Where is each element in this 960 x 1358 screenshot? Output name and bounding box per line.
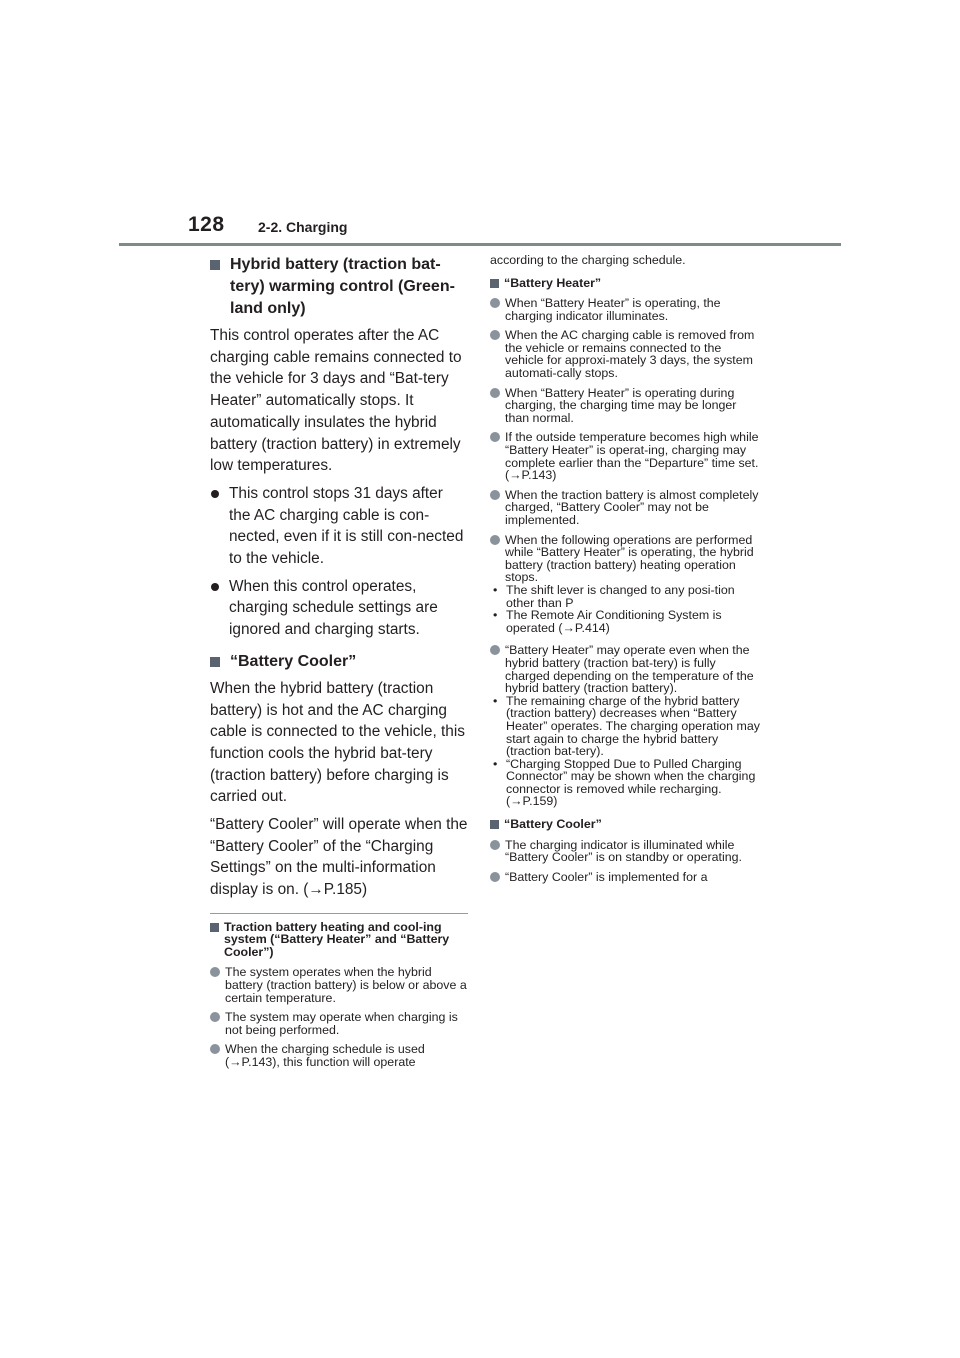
body-paragraph: “Battery Cooler” will operate when the “Battery Cooler” of the “Charging Settings” on the multi-information display is on. (→P.185) xyxy=(210,816,468,899)
circle-bullet-icon xyxy=(490,872,500,882)
note-item-text: When the AC charging cable is removed from the vehicle or remains connected to the vehicle for approxi-mately 3 days, the system automati-cally stops. xyxy=(505,328,755,381)
dot-marker: • xyxy=(493,608,498,623)
note-list-item xyxy=(210,1011,468,1036)
note-list-item xyxy=(490,534,760,584)
note-list-item xyxy=(490,431,760,481)
circle-bullet-icon xyxy=(490,535,500,545)
dot-marker: • xyxy=(493,693,498,708)
bullet-dot-icon xyxy=(211,583,219,591)
sub-item-text: The Remote Air Conditioning System is operated (→P.414) xyxy=(506,608,722,635)
note-list-item xyxy=(490,839,760,864)
sub-list-item xyxy=(490,695,760,758)
circle-bullet-icon xyxy=(490,388,500,398)
note-list-item xyxy=(490,297,760,322)
bullet-dot-icon xyxy=(211,490,219,498)
list-item-text: When this control operates, charging schedule settings are ignored and charging starts. xyxy=(229,577,438,639)
body-paragraph: When the hybrid battery (traction battery) is hot and the AC charging cable is connected to the vehicle, this function cools the hybrid bat-tery (traction battery) before charging is carried out. xyxy=(210,679,465,806)
dot-marker: • xyxy=(493,582,498,597)
note-item-text: If the outside temperature becomes high while “Battery Heater” is operat-ing, charging may complete earlier than the “Departure” time set. (→P.143) xyxy=(505,430,759,483)
header-divider xyxy=(119,243,841,246)
square-marker-icon xyxy=(210,657,220,667)
circle-bullet-icon xyxy=(210,1044,220,1054)
note-list-item xyxy=(490,871,760,884)
circle-bullet-icon xyxy=(490,490,500,500)
list-item xyxy=(210,483,468,570)
note-heading-text: “Battery Cooler” xyxy=(504,817,602,832)
right-column xyxy=(490,254,760,890)
note-list-item xyxy=(210,966,468,1004)
note-heading-battery-heater xyxy=(490,277,760,290)
sub-list xyxy=(490,584,760,634)
heading-battery-cooler xyxy=(210,651,468,673)
note-item-text: The system operates when the hybrid battery (traction battery) is below or above a certain temperature. xyxy=(225,965,467,1005)
note-item-text: The system may operate when charging is not being performed. xyxy=(225,1010,458,1037)
note-item-text: When the charging schedule is used (→P.143), this function will operate xyxy=(225,1042,425,1069)
sub-list xyxy=(490,695,760,808)
circle-bullet-icon xyxy=(490,298,500,308)
note-item-text: When “Battery Heater” is operating, the charging indicator illuminates. xyxy=(505,296,721,323)
note-list-item xyxy=(490,644,760,694)
sub-list-item xyxy=(490,609,760,634)
body-paragraph: This control operates after the AC charging cable remains connected to the vehicle for 3 days and “Bat-tery Heater” automatically stops. It automatically insulates the hybrid battery (traction battery) in extremely low temperatures. xyxy=(210,327,462,475)
heading-text: “Battery Cooler” xyxy=(230,652,357,670)
note-list-item xyxy=(490,387,760,425)
note-list-item xyxy=(210,1043,468,1068)
page-header xyxy=(0,0,960,250)
circle-bullet-icon xyxy=(210,1012,220,1022)
note-heading-battery-cooler xyxy=(490,818,760,831)
note-heading-text: Traction battery heating and cool-ing system (“Battery Heater” and “Battery Cooler”) xyxy=(224,919,450,959)
note-divider xyxy=(210,913,468,914)
heading-text: Hybrid battery (traction bat-tery) warming control (Green-land only) xyxy=(230,256,455,317)
sub-list-item xyxy=(490,584,760,609)
note-heading xyxy=(210,921,468,959)
dot-marker: • xyxy=(493,756,498,771)
note-item-text: When the traction battery is almost completely charged, “Battery Cooler” may not be implemented. xyxy=(505,487,759,527)
heading-hybrid-battery-warming xyxy=(210,254,468,320)
note-item-text: “Battery Heater” may operate even when the hybrid battery (traction bat-tery) is fully charged depending on the temperature of the hybrid battery (traction battery). xyxy=(505,643,754,696)
circle-bullet-icon xyxy=(490,840,500,850)
note-item-text: When “Battery Heater” is operating during charging, the charging time may be longer than normal. xyxy=(505,385,737,425)
sub-item-text: The remaining charge of the hybrid battery (traction battery) decreases when “Battery Heater” operates. The charging operation may start again to charge the hybrid battery (traction bat-tery). xyxy=(506,693,760,759)
note-heading-text: “Battery Heater” xyxy=(504,275,602,290)
note-item-text: “Battery Cooler” is implemented for a xyxy=(505,869,708,884)
continued-text: according to the charging schedule. xyxy=(490,253,686,267)
note-item-text: When the following operations are performed while “Battery Heater” is operating, the hybrid battery (traction battery) heating operation stops. xyxy=(505,532,754,585)
circle-bullet-icon xyxy=(490,645,500,655)
sub-list-item xyxy=(490,758,760,808)
list-item xyxy=(210,576,468,641)
section-label: 2-2. Charging xyxy=(258,219,348,235)
left-column xyxy=(210,254,468,1076)
note-list-item xyxy=(490,329,760,379)
note-item-text: The charging indicator is illuminated while “Battery Cooler” is on standby or operating. xyxy=(505,837,742,865)
square-marker-icon xyxy=(210,260,220,270)
sub-item-text: “Charging Stopped Due to Pulled Charging Connector” may be shown when the charging connector is removed while recharging. (→P.159) xyxy=(506,756,756,809)
circle-bullet-icon xyxy=(490,330,500,340)
sub-item-text: The shift lever is changed to any posi-tion other than P xyxy=(506,582,735,610)
circle-bullet-icon xyxy=(490,432,500,442)
square-marker-icon xyxy=(490,820,499,829)
square-marker-icon xyxy=(210,923,219,932)
list-item-text: This control stops 31 days after the AC charging cable is con-nected, even if it is still con-nected to the vehicle. xyxy=(229,484,464,568)
circle-bullet-icon xyxy=(210,967,220,977)
page-number: 128 xyxy=(188,213,225,236)
note-list-item xyxy=(490,489,760,527)
square-marker-icon xyxy=(490,279,499,288)
